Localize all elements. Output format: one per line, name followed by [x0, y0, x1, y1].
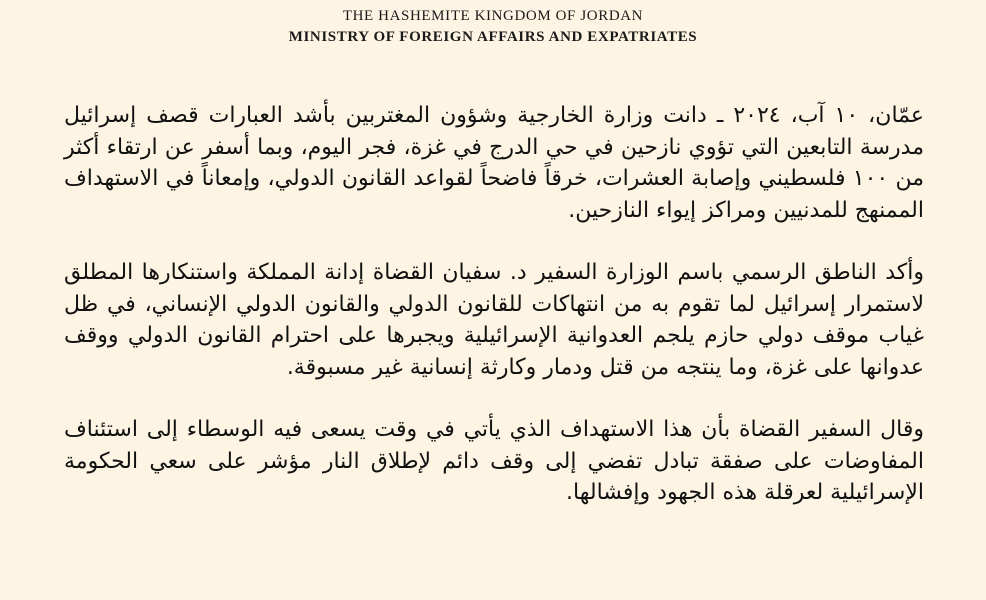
letterhead — [0, 6, 986, 46]
kingdom-title: THE HASHEMITE KINGDOM OF JORDAN — [342, 8, 644, 24]
statement-body — [64, 100, 924, 509]
paragraph-negotiations: وقال السفير القضاة بأن هذا الاستهداف الذي يأتي في وقت يسعى فيه الوسطاء إلى استئناف المفاوضات على صفقة تبادل تفضي إلى وقف دائم لإطلاق النار مؤشر على سعي الحكومة الإسرائيلية لعرقلة هذه الجهود وإفشالها. — [64, 417, 924, 505]
ministry-title: MINISTRY OF FOREIGN AFFAIRS AND EXPATRIATES — [288, 29, 698, 45]
paragraph-condemnation: عمّان، ١٠ آب، ٢٠٢٤ ـ دانت وزارة الخارجية وشؤون المغتربين بأشد العبارات قصف إسرائيل مدرسة التابعين التي تؤوي نازحين في حي الدرج في غزة، فجر اليوم، وبما أسفر عن ارتقاء أكثر من ١٠٠ فلسطيني وإصابة العشرات، خرقاً فاضحاً لقواعد القانون الدولي، وإمعاناً في الاستهداف الممنهج للمدنيين ومراكز إيواء النازحين. — [64, 103, 924, 223]
paragraph-spokesperson: وأكد الناطق الرسمي باسم الوزارة السفير د. سفيان القضاة إدانة المملكة واستنكارها المطلق لاستمرار إسرائيل لما تقوم به من انتهاكات للقانون الدولي والقانون الدولي الإنساني، في ظل غياب موقف دولي حازم يلجم العدوانية الإسرائيلية ويجبرها على احترام القانون الدولي ووقف عدوانها على غزة، وما ينتجه من قتل ودمار وكارثة إنسانية غير مسبوقة. — [64, 260, 924, 380]
